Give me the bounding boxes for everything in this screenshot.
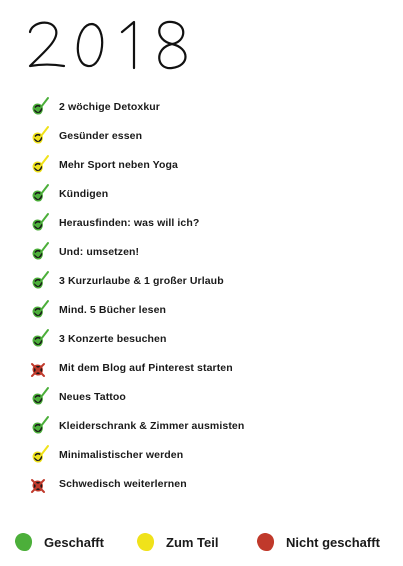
status-mark-icon	[28, 414, 52, 438]
mark-svg	[28, 414, 52, 438]
item-label: Schwedisch weiterlernen	[59, 477, 187, 490]
green-blob-icon	[12, 530, 36, 554]
item-label: Gesünder essen	[59, 129, 143, 142]
status-mark-icon	[28, 124, 52, 148]
blob-svg	[134, 530, 158, 554]
list-item	[28, 121, 244, 150]
red-blob-icon	[254, 530, 278, 554]
status-mark-icon	[28, 269, 52, 293]
item-label: Kündigen	[59, 187, 109, 200]
item-label: 2 wöchige Detoxkur	[59, 100, 160, 113]
list-item	[28, 208, 244, 237]
list-item	[28, 382, 244, 411]
list-item	[28, 266, 244, 295]
mark-svg	[28, 327, 52, 351]
list-item	[28, 92, 244, 121]
resolution-list	[28, 92, 244, 498]
status-mark-icon	[28, 298, 52, 322]
mark-svg	[28, 95, 52, 119]
mark-svg	[28, 472, 52, 496]
status-mark-icon	[28, 95, 52, 119]
status-mark-icon	[28, 153, 52, 177]
list-item	[28, 324, 244, 353]
item-label: Mehr Sport neben Yoga	[59, 158, 178, 171]
list-item	[28, 353, 244, 382]
year-title	[22, 14, 222, 76]
status-mark-icon	[28, 240, 52, 264]
status-mark-icon	[28, 327, 52, 351]
list-item	[28, 237, 244, 266]
status-mark-icon	[28, 385, 52, 409]
mark-svg	[28, 356, 52, 380]
mark-svg	[28, 298, 52, 322]
legend-color-blob	[257, 533, 274, 551]
legend-item-not-done	[254, 530, 380, 554]
list-item	[28, 411, 244, 440]
item-label: Mit dem Blog auf Pinterest starten	[59, 361, 233, 374]
legend-label: Nicht geschafft	[286, 534, 380, 550]
list-item	[28, 295, 244, 324]
item-label: Herausfinden: was will ich?	[59, 216, 200, 229]
mark-svg	[28, 269, 52, 293]
blob-svg	[12, 530, 36, 554]
legend-color-blob	[137, 533, 154, 551]
mark-svg	[28, 211, 52, 235]
year-handwriting	[22, 14, 222, 76]
status-mark-icon	[28, 443, 52, 467]
item-label: Mind. 5 Bücher lesen	[59, 303, 167, 316]
list-item	[28, 469, 244, 498]
status-mark-icon	[28, 356, 52, 380]
legend-label: Geschafft	[44, 534, 104, 550]
item-label: 3 Kurzurlaube & 1 großer Urlaub	[59, 274, 224, 287]
list-item	[28, 440, 244, 469]
item-label: Und: umsetzen!	[59, 245, 140, 258]
mark-svg	[28, 153, 52, 177]
mark-svg	[28, 240, 52, 264]
legend-label: Zum Teil	[166, 534, 219, 550]
item-label: 3 Konzerte besuchen	[59, 332, 167, 345]
mark-svg	[28, 182, 52, 206]
item-label: Minimalistischer werden	[59, 448, 184, 461]
list-item	[28, 179, 244, 208]
mark-svg	[28, 385, 52, 409]
status-mark-icon	[28, 182, 52, 206]
legend-color-blob	[15, 533, 32, 551]
legend	[0, 530, 403, 562]
blob-svg	[254, 530, 278, 554]
legend-item-done	[12, 530, 104, 554]
mark-svg	[28, 443, 52, 467]
item-label: Kleiderschrank & Zimmer ausmisten	[59, 419, 245, 432]
mark-svg	[28, 124, 52, 148]
list-item	[28, 150, 244, 179]
status-mark-icon	[28, 472, 52, 496]
legend-item-partial	[134, 530, 218, 554]
status-mark-icon	[28, 211, 52, 235]
item-label: Neues Tattoo	[59, 390, 126, 403]
yellow-blob-icon	[134, 530, 158, 554]
